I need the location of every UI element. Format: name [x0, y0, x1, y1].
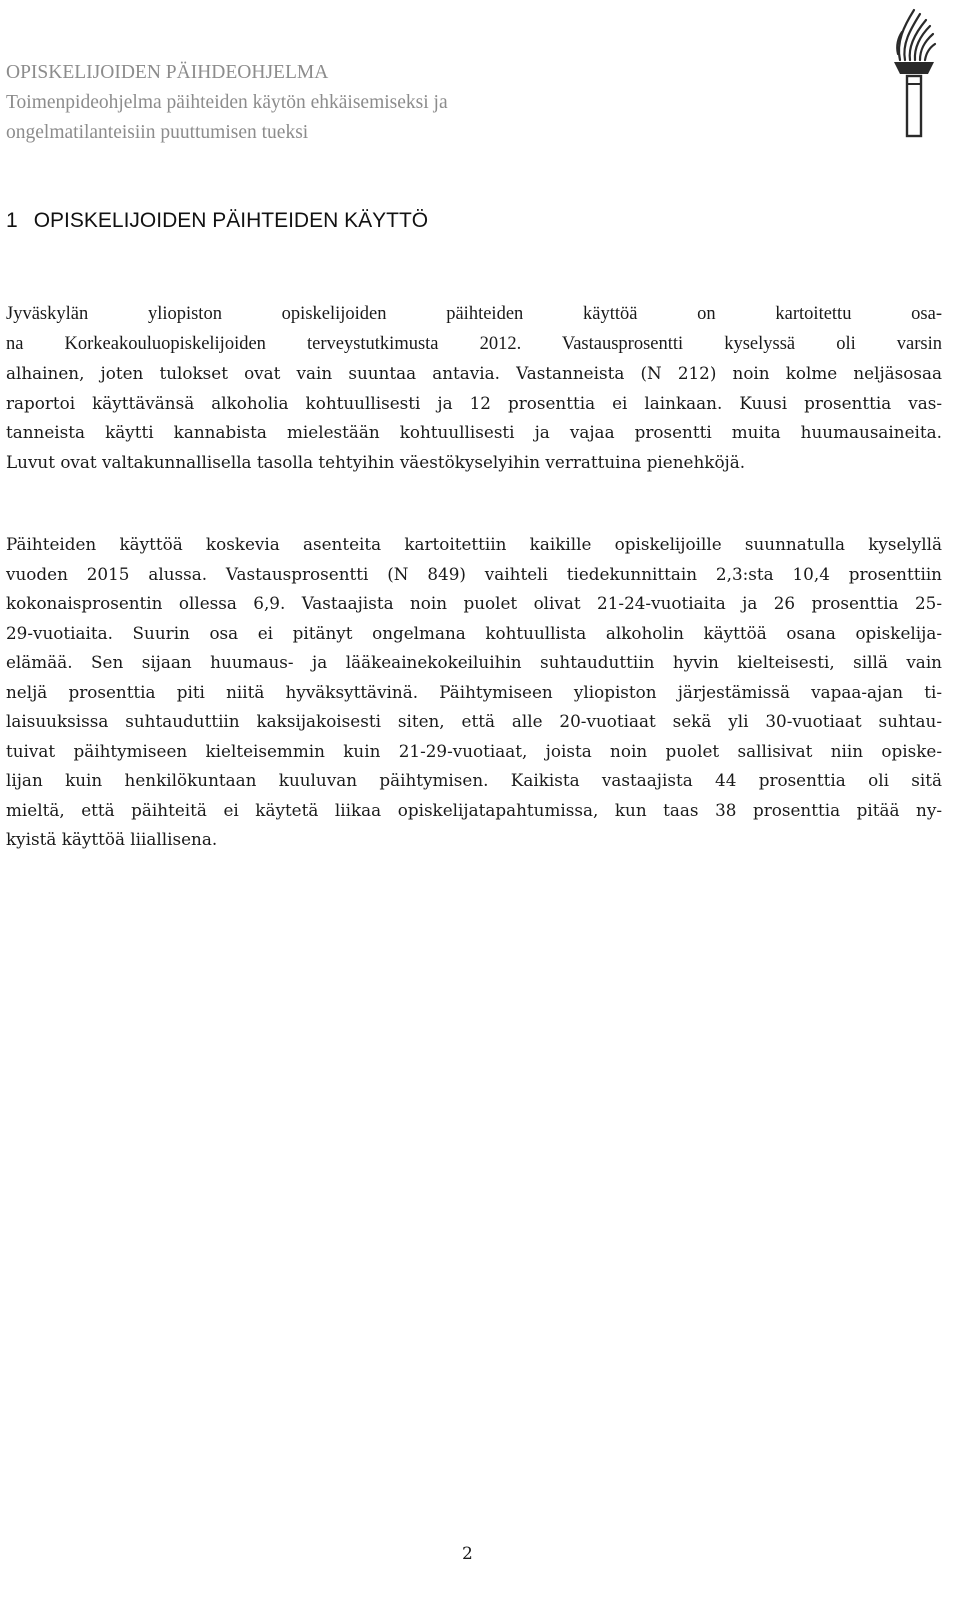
section-heading	[6, 206, 428, 236]
page-number: 2	[462, 1544, 473, 1564]
paragraph-line: laisuuksissa suhtauduttiin kaksijakoisesti siten, että alle 20-vuotiaat sekä yli 30-vuotiaat suhtau-	[6, 711, 942, 731]
paragraph-line: alhainen, joten tulokset ovat vain suuntaa antavia. Vastanneista (N 212) noin kolme neljäsosaa	[6, 363, 942, 383]
header-subtitle-line2: ongelmatilanteisiin puuttumisen tueksi	[6, 122, 309, 143]
paragraph-line: lijan kuin henkilökuntaan kuuluvan päihtymisen. Kaikista vastaajista 44 prosenttia oli sitä	[6, 770, 942, 790]
paragraph-line: tanneista käytti kannabista mielestään kohtuullisesti ja vajaa prosentti muita huumausaineita.	[6, 422, 942, 442]
paragraph-substance-use-survey	[6, 300, 942, 477]
paragraph-line: elämää. Sen sijaan huumaus- ja lääkeainekokeiluihin suhtauduttiin hyvin kielteisesti, sillä vain	[6, 652, 942, 672]
paragraph-line: kyistä käyttöä liiallisena.	[6, 829, 218, 849]
paragraph-line: neljä prosenttia piti niitä hyväksyttävinä. Päihtymiseen yliopiston järjestämissä vapaa-ajan ti-	[6, 681, 942, 702]
paragraph-line: na Korkeakouluopiskelijoiden terveystutkimusta 2012. Vastausprosentti kyselyssä oli varsin	[6, 333, 942, 354]
paragraph-attitudes-survey	[6, 530, 942, 855]
paragraph-line: vuoden 2015 alussa. Vastausprosentti (N 849) vaihteli tiedekunnittain 2,3:sta 10,4 prosenttiin	[6, 563, 942, 584]
paragraph-line: 29-vuotiaita. Suurin osa ei pitänyt ongelmana kohtuullista alkoholin käyttöä osana opiskelija-	[6, 622, 942, 643]
paragraph-line: Luvut ovat valtakunnallisella tasolla tehtyihin väestökyselyihin verrattuina pienehköjä.	[6, 451, 746, 472]
header-subtitle-line1: Toimenpideohjelma päihteiden käytön ehkäisemiseksi ja	[6, 92, 448, 113]
paragraph-line: Päihteiden käyttöä koskevia asenteita kartoitettiin kaikille opiskelijoille suunnatulla kyselyllä	[6, 534, 942, 554]
paragraph-line: mieltä, että päihteitä ei käytetä liikaa opiskelijatapahtumissa, kun taas 38 prosenttia pitää ny-	[6, 799, 942, 820]
paragraph-line: raportoi käyttävänsä alkoholia kohtuullisesti ja 12 prosenttia ei lainkaan. Kuusi prosenttia vas-	[6, 392, 942, 413]
section-number: 1	[6, 209, 18, 232]
torch-logo-icon	[890, 4, 938, 140]
section-title: OPISKELIJOIDEN PÄIHTEIDEN KÄYTTÖ	[33, 209, 429, 232]
header-program-title: OPISKELIJOIDEN PÄIHDEOHJELMA	[6, 62, 329, 83]
paragraph-line: tuivat päihtymiseen kielteisemmin kuin 21-29-vuotiaat, joista noin puolet sallisivat niin opiske-	[6, 740, 942, 761]
paragraph-line: Jyväskylän yliopiston opiskelijoiden päihteiden käyttöä on kartoitettu osa-	[6, 304, 942, 324]
document-header	[6, 58, 726, 148]
paragraph-line: kokonaisprosentin ollessa 6,9. Vastaajista noin puolet olivat 21-24-vuotiaita ja 26 prosenttia 25-	[6, 593, 942, 613]
